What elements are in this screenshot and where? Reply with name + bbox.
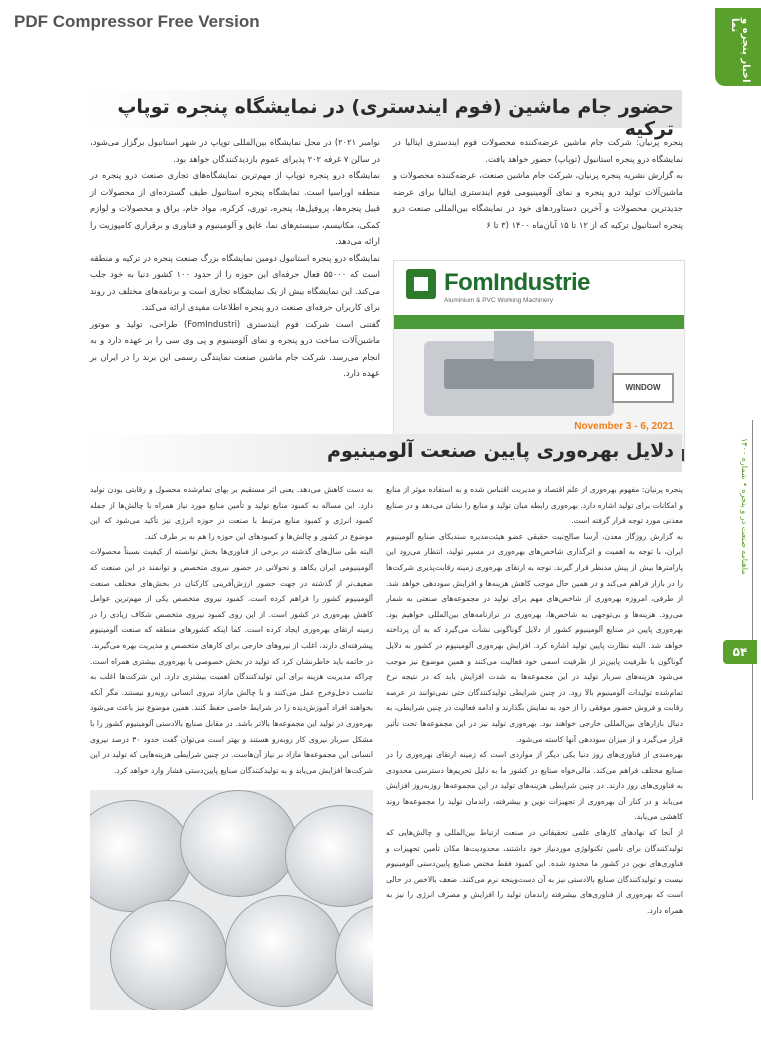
side-magazine-info: ماهنامه صنعت در و پنجره • شماره ۱۴۰۰	[740, 438, 749, 575]
fair-date: November 3 - 6, 2021	[574, 421, 674, 432]
article1-paragraph: پنجره پرنیان: شرکت جام ماشین عرضه‌کننده محصولات فوم ایندستری ایتالیا در نمایشگاه درو پنجره استانبول (توپاپ) حضور خواهد یافت.	[393, 137, 683, 164]
bar-end-shape	[110, 900, 227, 1010]
article2-paragraph: البته طی سال‌های گذشته در برخی از فناوری‌ها بخش توانسته از کیفیت نسبتاً محصولات آلومینیومی ایران بکاهد و تحولاتی در حضور نیروی متخصص و توانمند در این صنعت که ضعیف‌تر از گذشته در جهت حضور ارزش‌آفرینی کارکنان در بخش‌های مختلف صنعت آلومینیوم کشور را فراهم کرده است. کمبود نیروی متخصص یکی از مهم‌ترین عوامل کاهش بهره‌وری در کشور است. از این روی کمبود نیروی متخصص شکاف زیادی را در زمینه ارتقای بهره‌وری ایجاد کرده است. کما اینکه کشورهای منطقه که صنعت آلومینیوم پیشرفته‌ای دارند، اغلب از نیروهای خارجی برای کارهای متخصص و مدیریت بهره می‌گیرند.	[90, 547, 373, 650]
bar-end-shape	[335, 905, 373, 1007]
article1-header	[90, 90, 682, 140]
fair-advertisement-image	[393, 260, 685, 462]
article1-paragraph: نمایشگاه درو پنجره توپاپ از مهم‌ترین نمایشگاه‌های تجاری صنعت درو پنجره در منطقه اوراسیا است. نمایشگاه پنجره استانبول طیف گسترده‌ای از محصولات از قبیل پنجره‌ها، پروفیل‌ها، پنجره، توری، کرکره، مواد خام، یراق و محصولات و لوازم کمکی، مکانیسم، سیستم‌های نما، عایق و آلومینیوم و فناوری و برقراری کامپوزیت را ارائه می‌دهد.	[90, 170, 380, 246]
article1-column-left	[90, 134, 380, 382]
bar-end-shape	[90, 800, 192, 912]
bar-end-shape	[180, 790, 297, 897]
article1-paragraph: نوامبر ۲۰۲۱) در محل نمایشگاه بین‌المللی توپاپ در شهر استانبول برگزار می‌شود، در سالن ۷ غرفه ۲۰۲ پذیرای عموم بازدیدکنندگان خواهد بود.	[90, 137, 380, 164]
article1-paragraph: گفتنی است شرکت فوم ایندستری (FomIndustri) طراحی، تولید و موتور ماشین‌آلات ساخت درو پنجره و نمای آلومینیوم و پی وی سی را بر عهده دارد و به انجام می‌رسد. شرکت جام ماشین صنعت نمایندگی رسمی این برند را در ایران بر عهده دارد.	[90, 318, 380, 378]
side-divider	[752, 420, 753, 800]
article2-header	[90, 434, 682, 472]
article2-paragraph: به گزارش روزگار معدن، آرسا صالح‌نیت حقیقی عضو هیئت‌مدیره سندیکای صنایع آلومینیوم ایران، با توجه به اهمیت و اثرگذاری شاخص‌های بهره‌وری در مسیر تولید، انتظار می‌رود این پارامترها بیش از پیش مدنظر قرار گیرند. توجه به ارتقای بهره‌وری زمینه رقابت‌پذیری شرکت‌ها را در بازار فراهم می‌کند و در همین حال موجب کاهش هزینه‌ها و افزایش سوددهی خواهد شد. از طرفی، امروزه بهره‌وری از شاخص‌های مهم برای تولید در مجموعه‌های صنعتی به شمار می‌رود. هزینه‌ها و بی‌توجهی به شاخص‌ها، بهره‌وری در ترازنامه‌های بین‌المللی خواهیم بود. بهره‌وری پایین در صنایع آلومینیوم کشور از دلایل گوناگونی نشأت می‌گیرد که به آن پرداخته خواهد شد. البته نظارت پایین تولید اشاره کرد. افزایش بهره‌وری آلومینیوم در کشور به دلایل گوناگون با ظرفیت پایین‌تر از ظرفیت اسمی خود فعالیت می‌کنند و همین موضوع نیز موجب می‌شود هزینه‌های سربار تولید در این مجموعه‌ها به شدت افزایش یابد که در نتیجه نرخ تمام‌شده تولیدات آلومینیوم بالا رود. در چنین شرایطی تولیدکنندگان حتی نمی‌توانند در عرصه رقابت و فروش حضور موفقی را از خود به نمایش بگذارند و ادامه فعالیت در چنین شرایطی، به دنبال بازارهای بین‌المللی خارجی خواهند بود. بهره‌وری تولید نیز در این مجموعه‌ها تحت تأثیر قرار می‌گیرد و از میزان سوددهی آنها کاسته می‌شود.	[386, 531, 683, 744]
article1-column-right	[393, 134, 683, 233]
machine-illustration	[424, 341, 614, 416]
article2-column-left	[90, 482, 373, 778]
ad-banner	[394, 261, 684, 315]
section-tab	[715, 8, 761, 86]
ad-brand-name: FomIndustrie	[444, 269, 591, 296]
article2-paragraph: در خاتمه باید خاطرنشان کرد که تولید در بخش خصوصی یا بهره‌وری بیشتری همراه است. چراکه مدیریت هزینه برای این تولیدکنندگان اهمیت بیشتری دارد. این شرکت‌ها اغلب به تناسب دخل‌وخرج عمل می‌کنند و با چالش مازاد نیروی انسانی روبه‌رو نیستند. مگر آنکه بخواهند افراد آموزش‌دیده را در شرایط خاصی حفظ کنند. همین موضوع نیز باعث می‌شود بهره‌وری در تولید این مجموعه‌ها بالاتر باشد. در مقابل صنایع بالادستی آلومینیوم کشور را با مشکل سربار نیروی کار روبه‌رو هستند و بهتر است می‌توان گفت حدود ۳۰ درصد نیروی انسانی این مجموعه‌ها مازاد بر نیاز آن‌هاست. در چنین شرایطی هزینه‌هایی که تولید در این شرکت‌ها افزایش می‌یابد و به تولیدکنندگان صنایع پایین‌دستی فشار وارد خواهد کرد.	[90, 656, 373, 775]
watermark-text: PDF Compressor Free Version	[14, 12, 260, 31]
article2-paragraph: به دست کاهش می‌دهد. یعنی اثر مستقیم بر بهای تمام‌شده محصول و رقابتی بودن تولید دارد. این مساله به کمبود منابع تولید و تأمین منابع مورد نیاز همراه با چالش‌ها از جمله کمبود انرژی و کمبود منابع مرتبط با صنعت در حوزه انرژی نیز تأکید می‌شود که این موضوع در کشور و چالش‌ها و کمبودهای این حوزه را هم به بر طرف کند.	[90, 485, 373, 541]
article2-paragraph: از آنجا که نهادهای کارهای علمی تحقیقاتی در صنعت ارتباط بین‌المللی و چالش‌هایی که تولیدکنندگان برای تأمین تکنولوژی موردنیاز خود داشتند، محدودیت‌ها مکان تأمین تجهیزات و فناوری‌های نوین در کشور ما محدود شده. این کمبود فقط مختص صنایع پایین‌دستی آلومینیوم نیست و تولیدکنندگان صنایع بالادستی نیز به آن دست‌وپنجه نرم می‌کنند. ضعف بالاخص در حالی است که بهره‌وری از فناوری‌های بیشرفته راندمان تولید را افزایش و مصرف انرژی را نیز به همراه دارد.	[386, 828, 683, 916]
aluminium-bars-photo	[90, 790, 373, 1010]
article2-column-right	[386, 482, 683, 919]
section-tab-label: اخبار پنجره و نما	[729, 18, 751, 83]
bar-end-shape	[285, 805, 373, 907]
article1-paragraph: به گزارش نشریه پنجره پرنیان، شرکت جام ماشین صنعت، عرضه‌کننده محصولات و ماشین‌آلات تولید درو پنجره و نمای آلومینیومی فوم ایندستری ایتالیا برای عرضه جدیدترین محصولات و آخرین دستاوردهای خود در نمایشگاه بین‌المللی صنعت درو پنجره استانبول ترکیه که از ۱۲ تا ۱۵ آبان‌ماه ۱۴۰۰ (۳ تا ۶	[393, 170, 683, 230]
article1-title: حضور جام ماشین (فوم ایندستری) در نمایشگاه پنجره توپاپ ترکیه	[117, 96, 674, 140]
article2-title: دلایل بهره‌وری پایین صنعت آلومینیوم	[327, 440, 674, 462]
article1-paragraph: نمایشگاه درو پنجره استانبول دومین نمایشگاه بزرگ صنعت پنجره در ترکیه و منطقه است که ۵۵۰۰۰ فعال حرفه‌ای این حوزه را از حدود ۱۰۰ کشور دنیا به خود جلب می‌کند. این نمایشگاه بیش از یک نمایشگاه تجاری است و برنامه‌های مختلف در روند برای کاربران حرفه‌ای صنعت درو پنجره اطلاعات مفیدی ارائه می‌کند.	[90, 252, 381, 312]
bar-end-shape	[225, 895, 342, 1007]
page-number: ۵۴	[723, 640, 757, 664]
side-strip	[721, 420, 761, 800]
article2-paragraph: بهره‌مندی از فناوری‌های روز دنیا یکی دیگر از مواردی است که زمینه ارتقای بهره‌وری را در صنایع مختلف فراهم می‌کند. مالی‌خواه صنایع در کشور ما به دلیل تحریم‌ها دسترسی محدودی به فناوری‌های روز دارند. در چنین شرایطی هزینه‌های تولید در این مجموعه‌ها روزبه‌روز افزایش می‌یابد و در کنار آن بهره‌وری از تجهیزات نوین و بیشرفته، راندمان تولید را مجموعه‌ها روند کاهشی می‌یابد.	[386, 750, 683, 822]
article2-paragraph: پنجره پرنیان: مفهوم بهره‌وری از علم اقتصاد و مدیریت اقتباس شده و به استفاده موثر از منابع و امکانات برای تولید اشاره دارد. بهره‌وری رابطه میان تولید و منابع را نشان می‌دهد و در صنایع معدنی مورد توجه قرار گرفته است.	[386, 485, 683, 526]
brand-logo-icon	[406, 269, 436, 299]
ad-tagline: Aluminium & PVC Working Machinery	[444, 297, 553, 304]
ad-green-band	[394, 315, 684, 329]
window-fair-logo: WINDOW	[612, 373, 674, 403]
